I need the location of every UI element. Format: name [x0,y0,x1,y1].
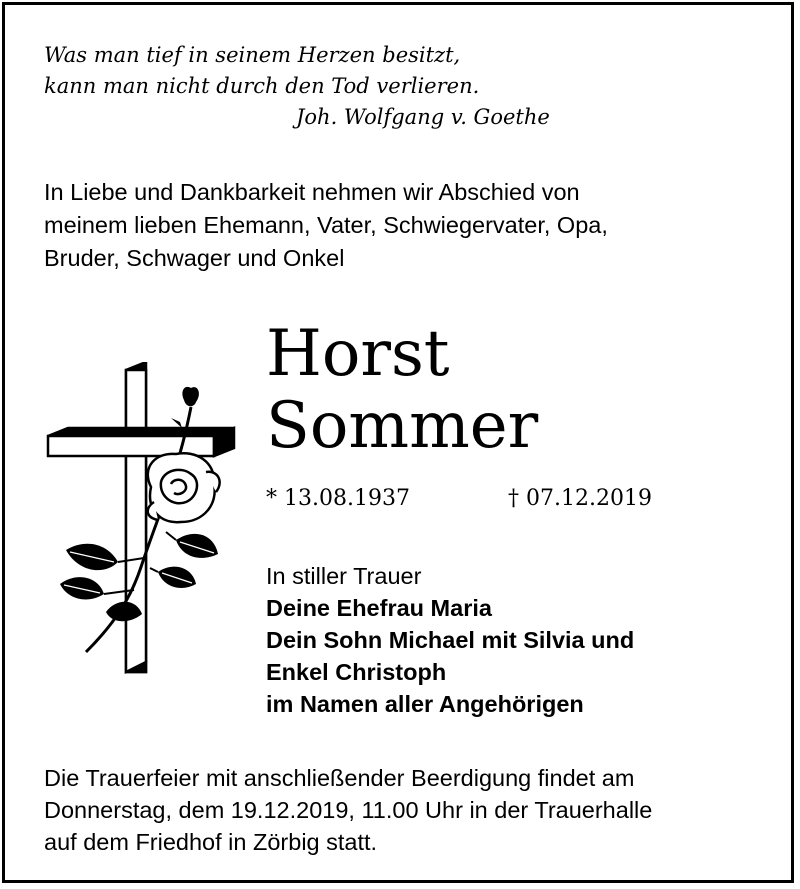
service-line-3: auf dem Friedhof in Zörbig statt. [44,829,378,855]
mourner-grandson: Enkel Christoph [266,659,447,685]
mourner-relatives: im Namen aller Angehörigen [266,691,584,717]
quote-author: Joh. Wolfgang v. Goethe [296,105,550,129]
goethe-quote [44,40,550,133]
deceased-name [266,318,538,462]
death-date: † 07.12.2019 [508,486,652,511]
mourners-heading: In stiller Trauer [266,563,422,589]
intro-line-3: Bruder, Schwager und Onkel [44,245,345,271]
deceased-first-name: Horst [266,317,450,391]
intro-text [44,176,608,275]
intro-line-1: In Liebe und Dankbarkeit nehmen wir Abschied von [44,179,580,205]
quote-line-1: Was man tief in seinem Herzen besitzt, [44,43,461,67]
birth-date: * 13.08.1937 [266,486,410,511]
mourner-wife: Deine Ehefrau Maria [266,595,492,621]
mourner-son: Dein Sohn Michael mit Silvia und [266,627,635,653]
intro-line-2: meinem lieben Ehemann, Vater, Schwiegervater, Opa, [44,212,608,238]
quote-line-2: kann man nicht durch den Tod verlieren. [44,74,480,98]
funeral-service-info [44,762,652,858]
service-line-2: Donnerstag, dem 19.12.2019, 11.00 Uhr in der Trauerhalle [44,797,653,823]
service-line-1: Die Trauerfeier mit anschließender Beerdigung findet am [44,765,635,791]
deceased-last-name: Sommer [266,389,539,463]
cross-with-rose-icon [46,362,236,682]
mourners-list [266,560,634,720]
